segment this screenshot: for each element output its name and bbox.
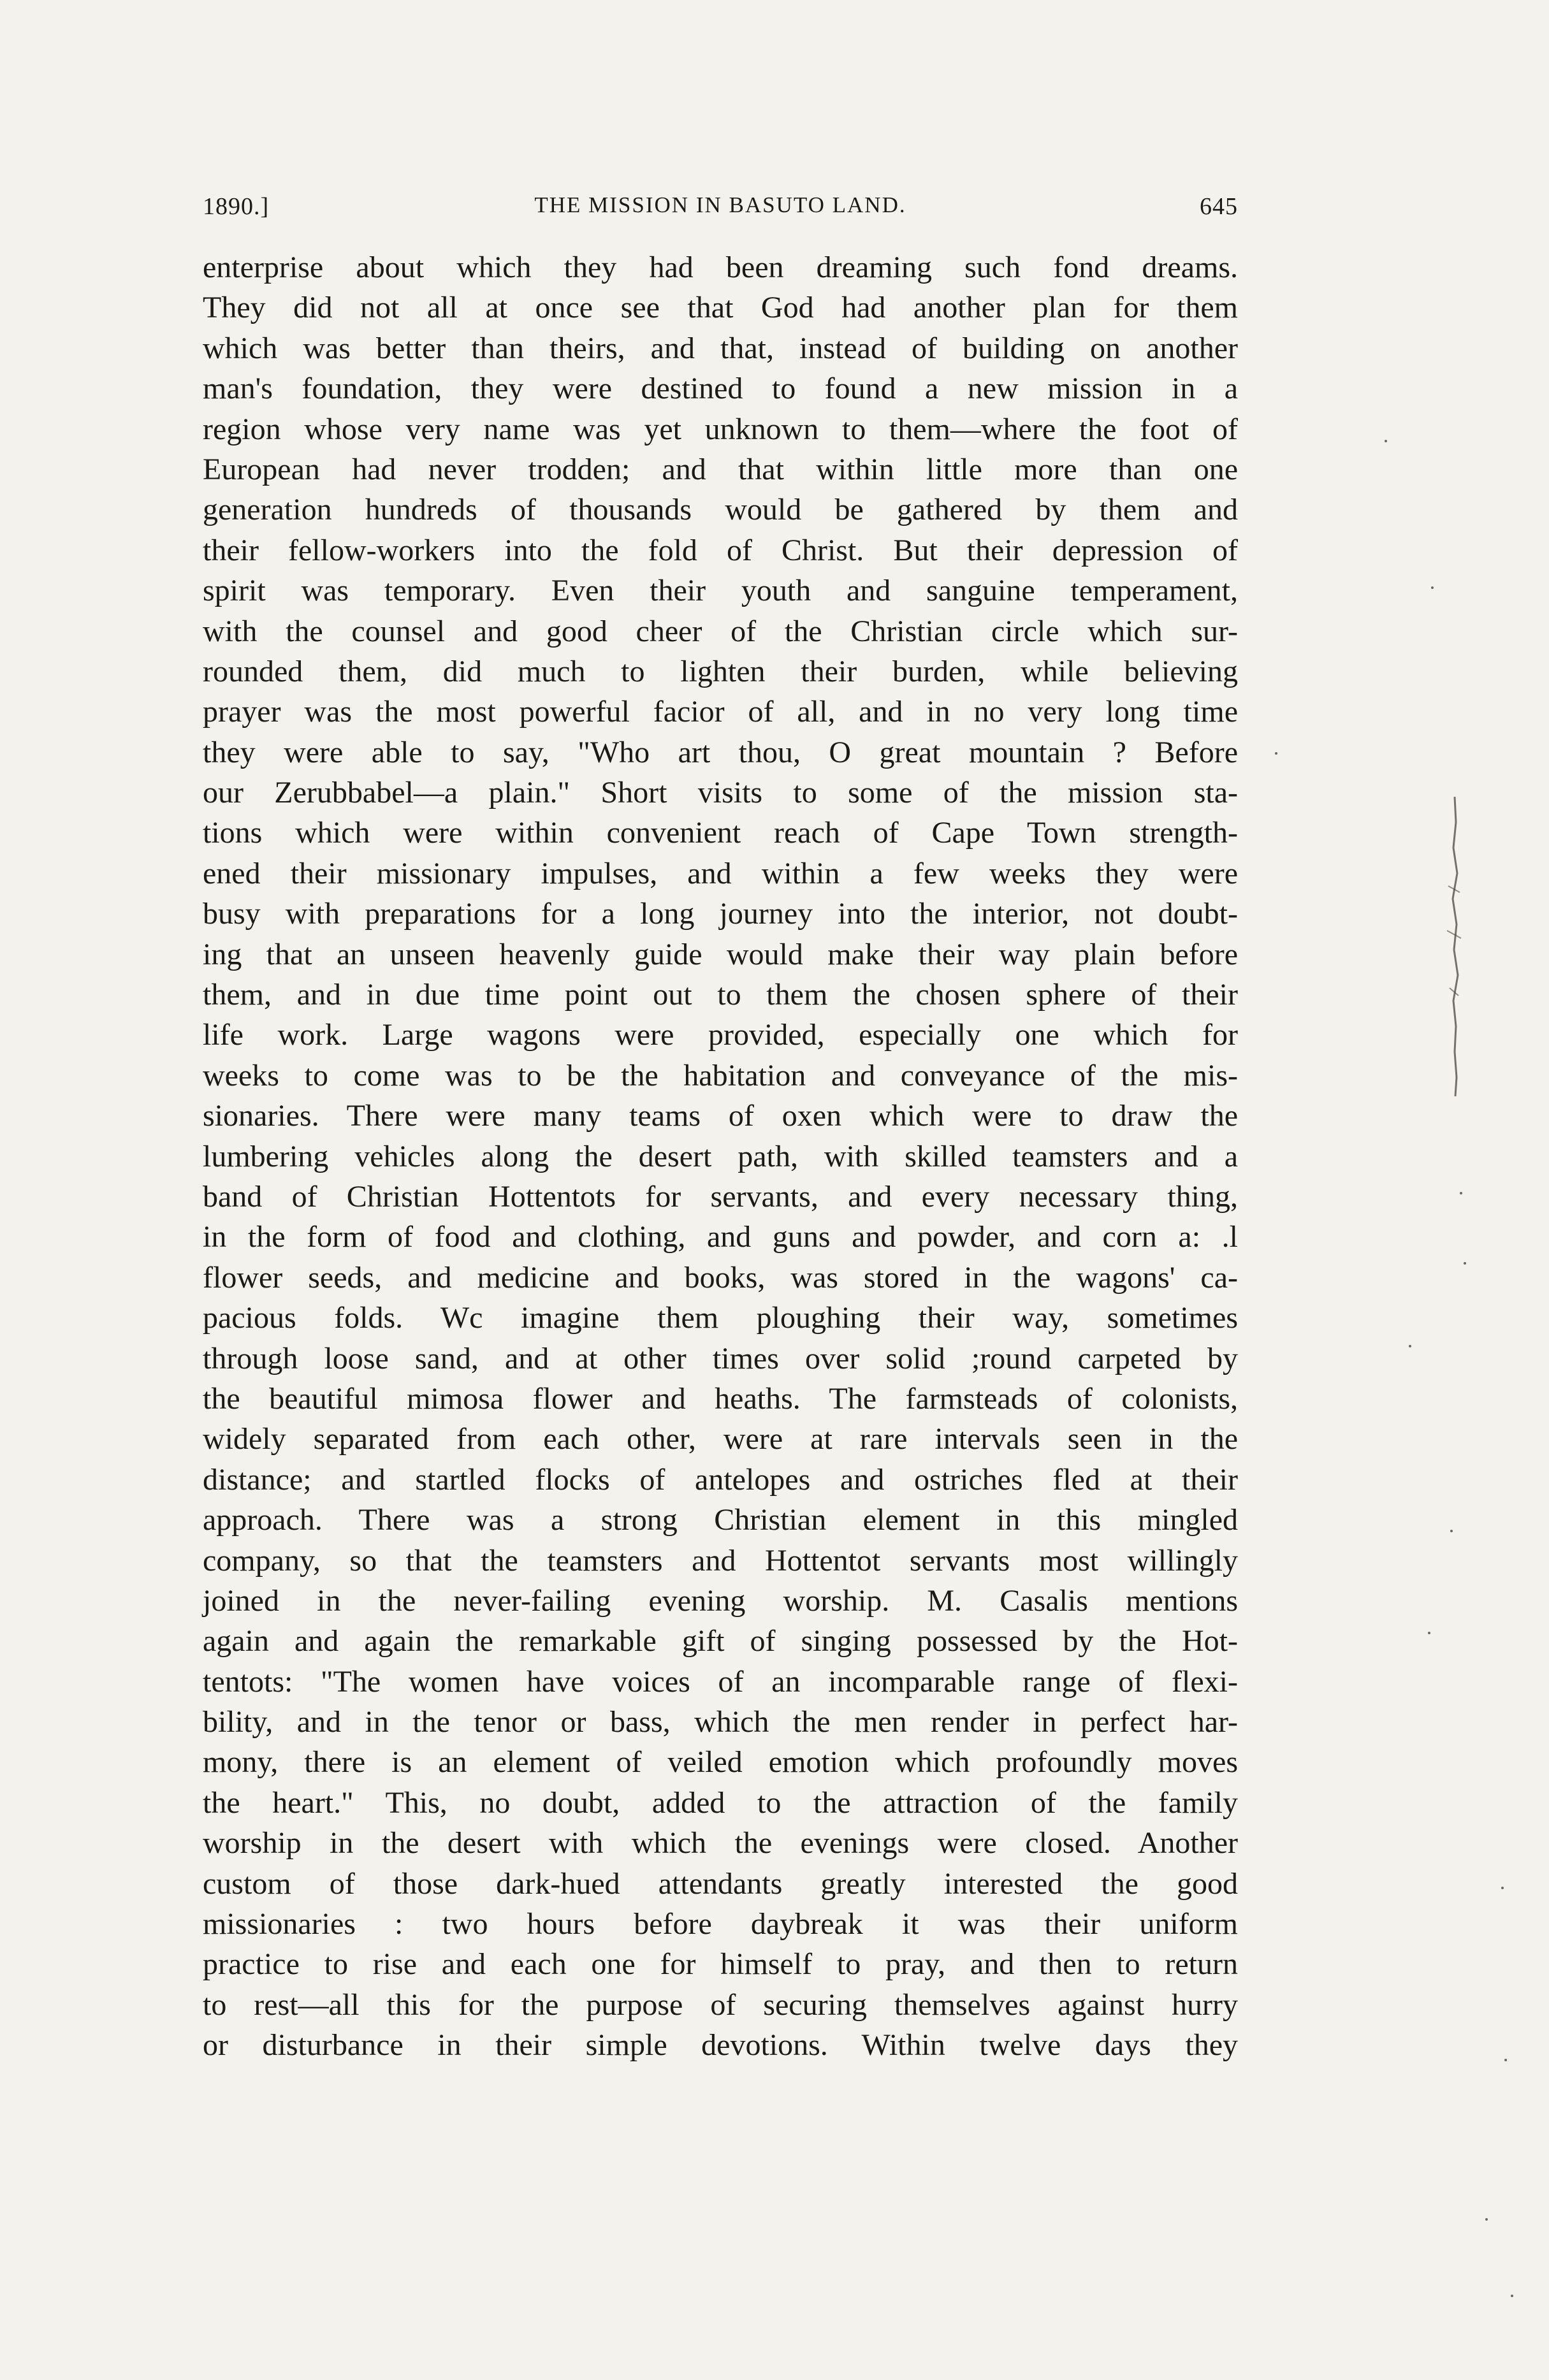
text-line: custom of those dark-hued attendants greatly interested the good [203, 1866, 1238, 1901]
text-line: our Zerubbabel—a plain." Short visits to some of the mission sta- [203, 776, 1238, 810]
margin-speck [1501, 1887, 1504, 1889]
text-line: lumbering vehicles along the desert path, with skilled teamsters and a [203, 1139, 1238, 1173]
margin-speck [1511, 2295, 1513, 2297]
text-line: their fellow-workers into the fold of Christ. But their depression of [203, 533, 1238, 567]
text-line: ened their missionary impulses, and within a few weeks they were [203, 856, 1238, 890]
text-line: they were able to say, "Who art thou, O great mountain ? Before [203, 735, 1238, 769]
text-line: joined in the never-failing evening worship. M. Casalis mentions [203, 1583, 1238, 1618]
margin-bleed-through-mark [1442, 797, 1467, 1096]
margin-speck [1485, 2218, 1488, 2221]
text-line: life work. Large wagons were provided, especially one which for [203, 1018, 1238, 1052]
margin-speck [1275, 752, 1277, 755]
text-line: region whose very name was yet unknown to them—where the foot of [203, 412, 1238, 446]
running-head [203, 192, 1238, 233]
text-line: ing that an unseen heavenly guide would make their way plain before [203, 937, 1238, 971]
margin-speck [1464, 1262, 1466, 1265]
text-line: tions which were within convenient reach of Cape Town strength- [203, 816, 1238, 850]
text-line: again and again the remarkable gift of singing possessed by the Hot- [203, 1624, 1238, 1658]
text-line: generation hundreds of thousands would be gathered by them and [203, 493, 1238, 527]
text-line: They did not all at once see that God had another plan for them [203, 291, 1238, 325]
text-line: or disturbance in their simple devotions. Within twelve days they [203, 2028, 1238, 2063]
text-line: missionaries : two hours before daybreak it was their uniform [203, 1907, 1238, 1941]
margin-speck [1385, 440, 1387, 442]
margin-speck [1504, 2059, 1507, 2061]
text-line: the beautiful mimosa flower and heaths. The farmsteads of colonists, [203, 1381, 1238, 1416]
text-line: enterprise about which they had been dreaming such fond dreams. [203, 250, 1238, 284]
text-line: approach. There was a strong Christian element in this mingled [203, 1503, 1238, 1537]
margin-speck [1409, 1345, 1411, 1347]
text-line: practice to rise and each one for himself to pray, and then to return [203, 1947, 1238, 1982]
text-line: flower seeds, and medicine and books, was stored in the wagons' ca- [203, 1260, 1238, 1295]
text-line: which was better than theirs, and that, instead of building on another [203, 331, 1238, 365]
text-line: them, and in due time point out to them the chosen sphere of their [203, 978, 1238, 1012]
text-line: distance; and startled flocks of antelopes and ostriches fled at their [203, 1462, 1238, 1497]
text-line: spirit was temporary. Even their youth and sanguine temperament, [203, 574, 1238, 608]
text-line: in the form of food and clothing, and guns and powder, and corn a: .l [203, 1220, 1238, 1254]
text-line: busy with preparations for a long journey into the interior, not doubt- [203, 897, 1238, 931]
text-line: with the counsel and good cheer of the Christian circle which sur- [203, 614, 1238, 648]
text-line: the heart." This, no doubt, added to the attraction of the family [203, 1785, 1238, 1820]
text-line: weeks to come was to be the habitation and conveyance of the mis- [203, 1058, 1238, 1092]
margin-speck [1460, 1192, 1462, 1194]
margin-speck [1450, 1530, 1453, 1532]
text-line: widely separated from each other, were at rare intervals seen in the [203, 1422, 1238, 1456]
text-line: mony, there is an element of veiled emotion which profoundly moves [203, 1745, 1238, 1780]
text-line: bility, and in the tenor or bass, which the men render in perfect har- [203, 1705, 1238, 1739]
text-line: man's foundation, they were destined to found a new mission in a [203, 372, 1238, 406]
text-line: prayer was the most powerful facior of all, and in no very long time [203, 695, 1238, 729]
text-line: pacious folds. Wc imagine them ploughing their way, sometimes [203, 1301, 1238, 1335]
page-number: 645 [1200, 193, 1238, 220]
header-year: 1890.] [203, 193, 270, 220]
text-line: European had never trodden; and that within little more than one [203, 452, 1238, 486]
text-line: company, so that the teamsters and Hottentot servants most willingly [203, 1543, 1238, 1578]
text-line: through loose sand, and at other times over solid ;round carpeted by [203, 1341, 1238, 1375]
text-line: band of Christian Hottentots for servants, and every necessary thing, [203, 1179, 1238, 1214]
text-line: worship in the desert with which the evenings were closed. Another [203, 1826, 1238, 1861]
text-line: tentots: "The women have voices of an incomparable range of flexi- [203, 1664, 1238, 1699]
body-text [203, 247, 1238, 2066]
margin-speck [1428, 1632, 1430, 1634]
text-line: sionaries. There were many teams of oxen which were to draw the [203, 1099, 1238, 1133]
header-title: THE MISSION IN BASUTO LAND. [534, 192, 906, 217]
text-line: to rest—all this for the purpose of securing themselves against hurry [203, 1987, 1238, 2022]
text-line: rounded them, did much to lighten their burden, while believing [203, 654, 1238, 688]
margin-speck [1431, 586, 1434, 589]
